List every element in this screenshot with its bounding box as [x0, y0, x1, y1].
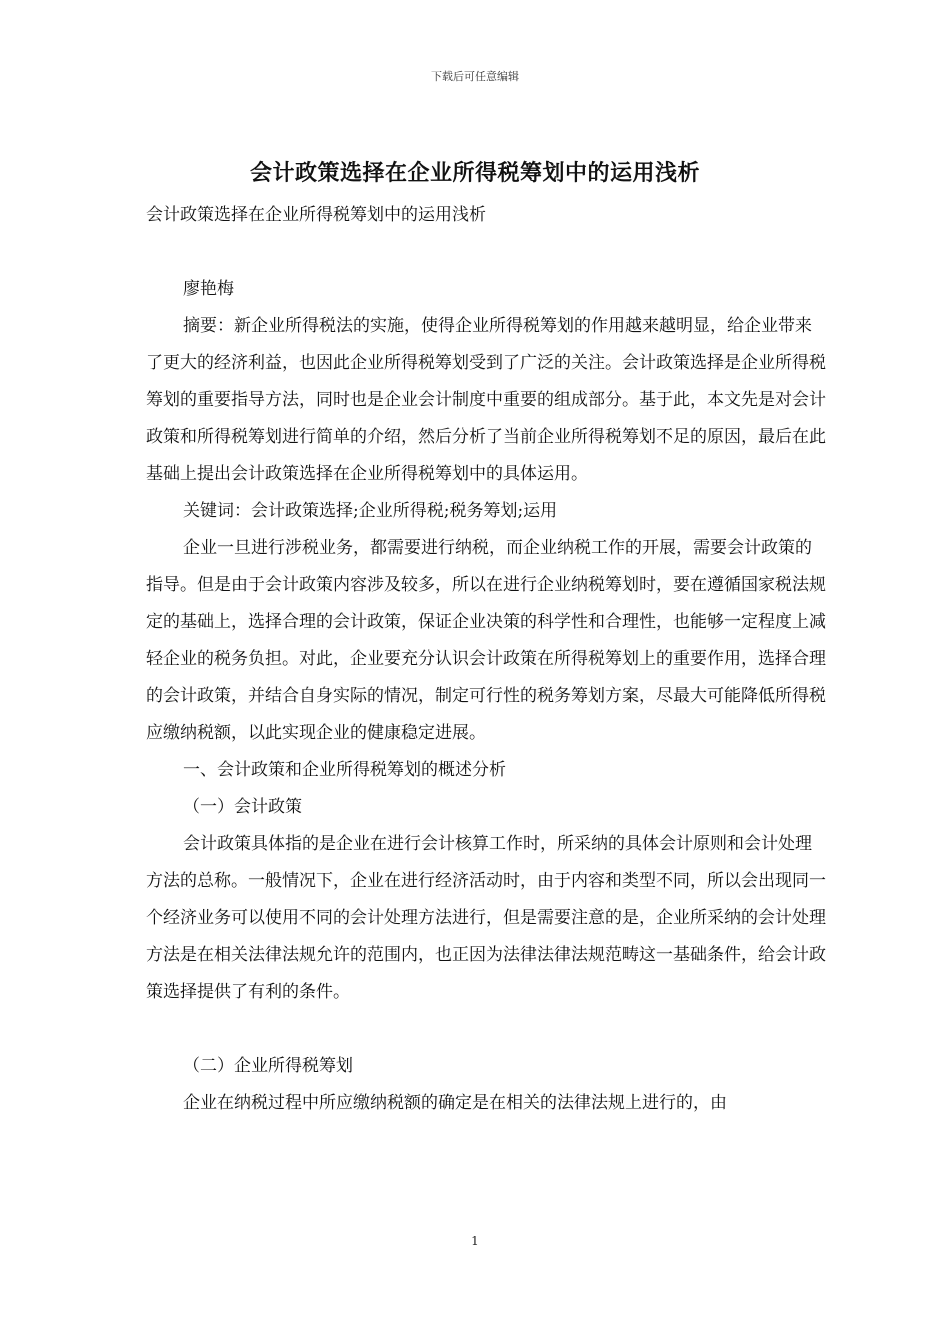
abstract-paragraph: 摘要：新企业所得税法的实施，使得企业所得税筹划的作用越来越明显，给企业带来了更大的经济利益，也因此企业所得税筹划受到了广泛的关注。会计政策选择是企业所得税筹划的重要指导方法，同时也是企业会计制度中重要的组成部分。基于此，本文先是对会计政策和所得税筹划进行简单的介绍，然后分析了当前企业所得税筹划不足的原因，最后在此基础上提出会计政策选择在企业所得税筹划中的具体运用。 — [146, 316, 826, 484]
subsection-paragraph-2: 企业在纳税过程中所应缴纳税额的确定是在相关的法律法规上进行的，由 — [183, 1093, 727, 1113]
blank-line — [146, 234, 826, 271]
author-name: 廖艳梅 — [183, 279, 234, 299]
document-title: 会计政策选择在企业所得税筹划中的运用浅析 — [249, 160, 700, 186]
keywords-line: 关键词：会计政策选择;企业所得税;税务筹划;运用 — [183, 501, 558, 521]
subtitle: 会计政策选择在企业所得税筹划中的运用浅析 — [146, 205, 486, 225]
document-body — [146, 197, 826, 1122]
blank-line — [146, 1011, 826, 1048]
subsection-heading-2: （二）企业所得税筹划 — [183, 1056, 353, 1076]
subsection-paragraph-1: 会计政策具体指的是企业在进行会计核算工作时，所采纳的具体会计原则和会计处理方法的总称。一般情况下，企业在进行经济活动时，由于内容和类型不同，所以会出现同一个经济业务可以使用不同的会计处理方法进行，但是需要注意的是，企业所采纳的会计处理方法是在相关法律法规允许的范围内，也正因为法律法律法规范畴这一基础条件，给会计政策选择提供了有利的条件。 — [146, 834, 826, 1002]
section-heading-1: 一、会计政策和企业所得税筹划的概述分析 — [183, 760, 506, 780]
intro-paragraph: 企业一旦进行涉税业务，都需要进行纳税，而企业纳税工作的开展，需要会计政策的指导。但是由于会计政策内容涉及较多，所以在进行企业纳税筹划时，要在遵循国家税法规定的基础上，选择合理的会计政策，保证企业决策的科学性和合理性，也能够一定程度上减轻企业的税务负担。对此，企业要充分认识会计政策在所得税筹划上的重要作用，选择合理的会计政策，并结合自身实际的情况，制定可行性的税务筹划方案，尽最大可能降低所得税应缴纳税额，以此实现企业的健康稳定进展。 — [146, 538, 826, 743]
header-note: 下载后可任意编辑 — [431, 70, 519, 83]
subsection-heading-1: （一）会计政策 — [183, 797, 302, 817]
page-number: 1 — [471, 1234, 479, 1248]
